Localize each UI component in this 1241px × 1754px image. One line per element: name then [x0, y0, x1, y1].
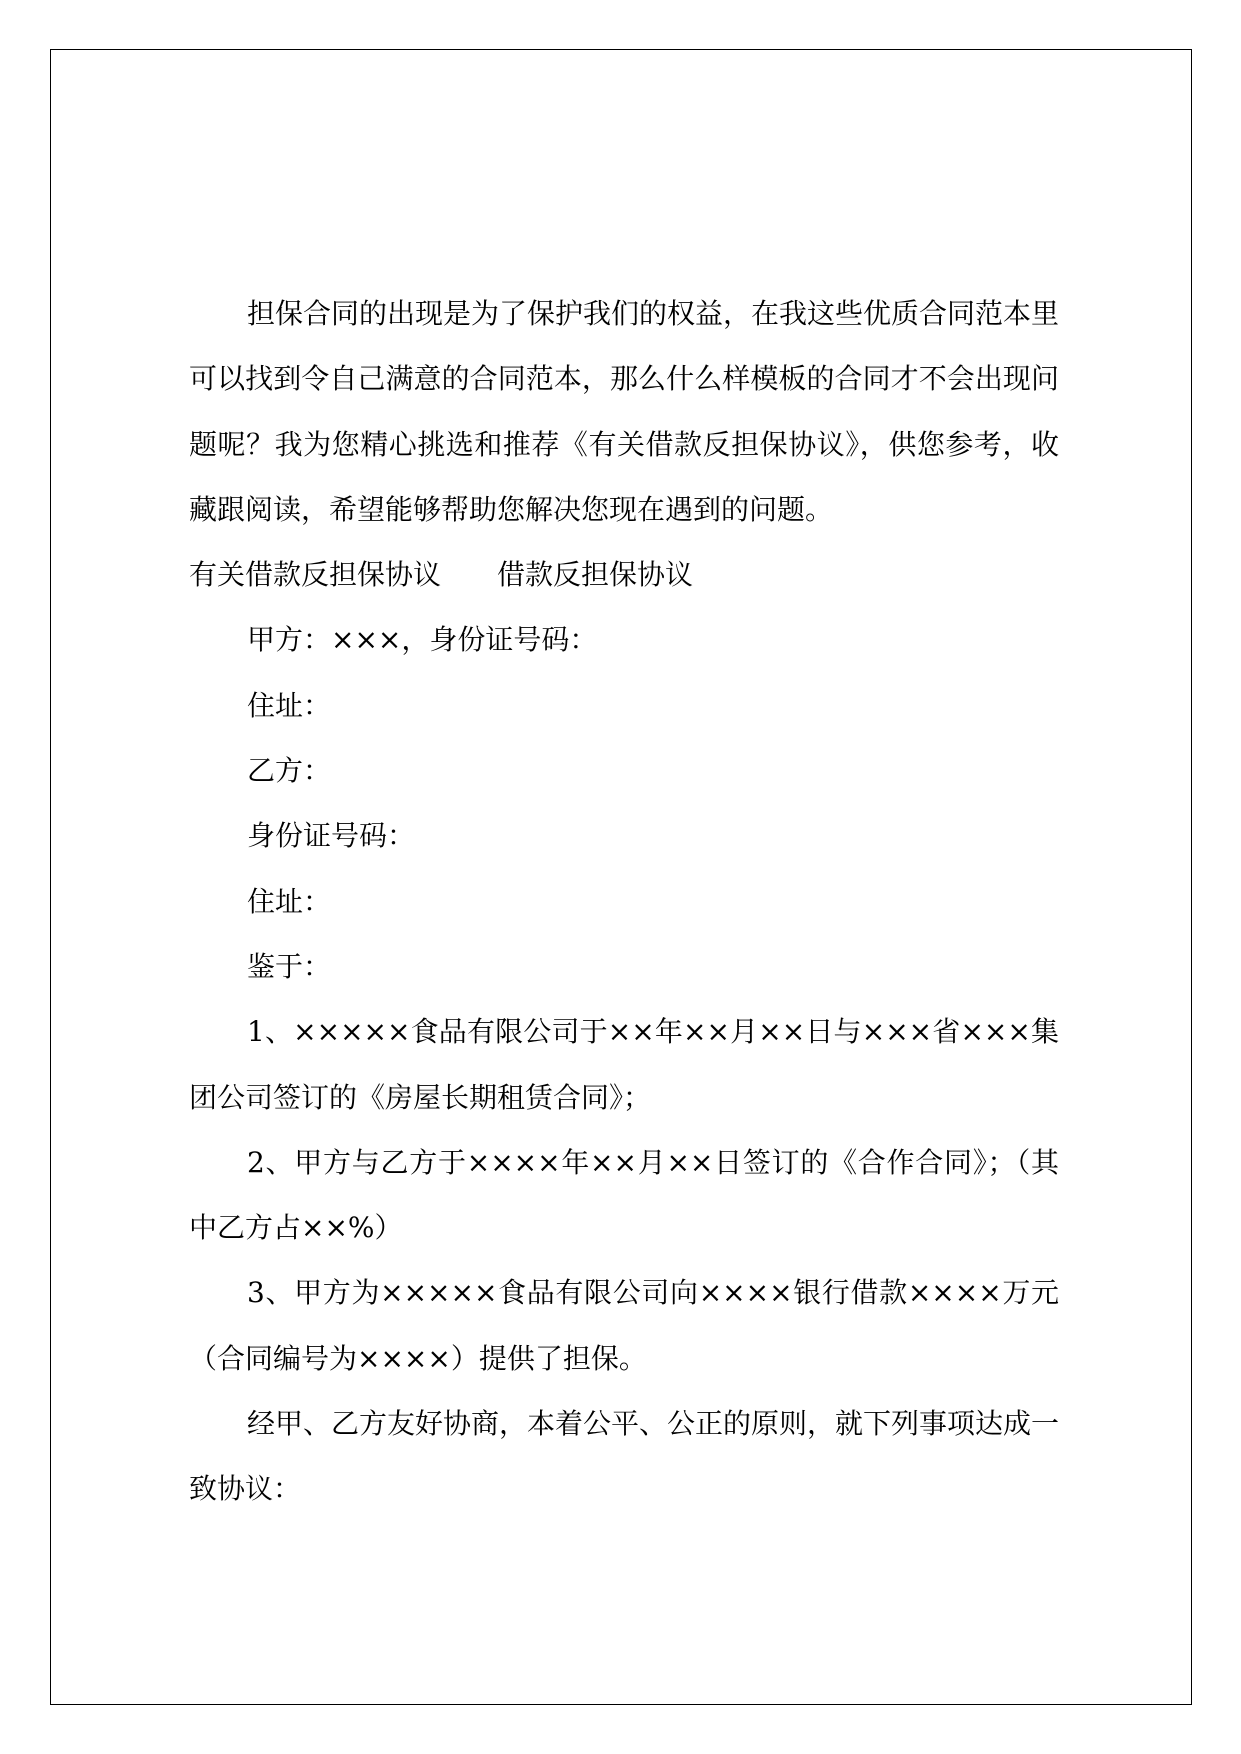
party-a-line: 甲方：×××，身份证号码：: [247, 623, 598, 657]
whereas-item-2: 2、甲方与乙方于××××年××月××日签订的《合作合同》；（其中乙方占××%）: [189, 1145, 1059, 1245]
whereas-item-3: 3、甲方为×××××食品有限公司向××××银行借款××××万元（合同编号为××××）提供了担保。: [189, 1276, 1059, 1375]
intro-paragraph: 担保合同的出现是为了保护我们的权益，在我这些优质合同范本里可以找到令自己满意的合同范本，那么什么样模板的合同才不会出现问题呢？我为您精心挑选和推荐《有关借款反担保协议》，供您参考，收藏跟阅读，希望能够帮助您解决您现在遇到的问题。: [189, 297, 1060, 526]
document-title: 有关借款反担保协议 借款反担保协议: [189, 558, 694, 592]
whereas-item-1: 1、×××××食品有限公司于××年××月××日与×××省×××集团公司签订的《房屋长期租赁合同》；: [189, 1015, 1059, 1114]
id-b-line: 身份证号码：: [247, 819, 416, 853]
document-body: [189, 281, 1059, 1522]
agreement-paragraph: 经甲、乙方友好协商，本着公平、公正的原则，就下列事项达成一致协议：: [189, 1407, 1060, 1506]
address-a-line: 住址：: [247, 688, 332, 722]
party-b-line: 乙方：: [247, 754, 332, 788]
address-b-line: 住址：: [247, 884, 332, 918]
whereas-heading: 鉴于：: [247, 949, 332, 983]
